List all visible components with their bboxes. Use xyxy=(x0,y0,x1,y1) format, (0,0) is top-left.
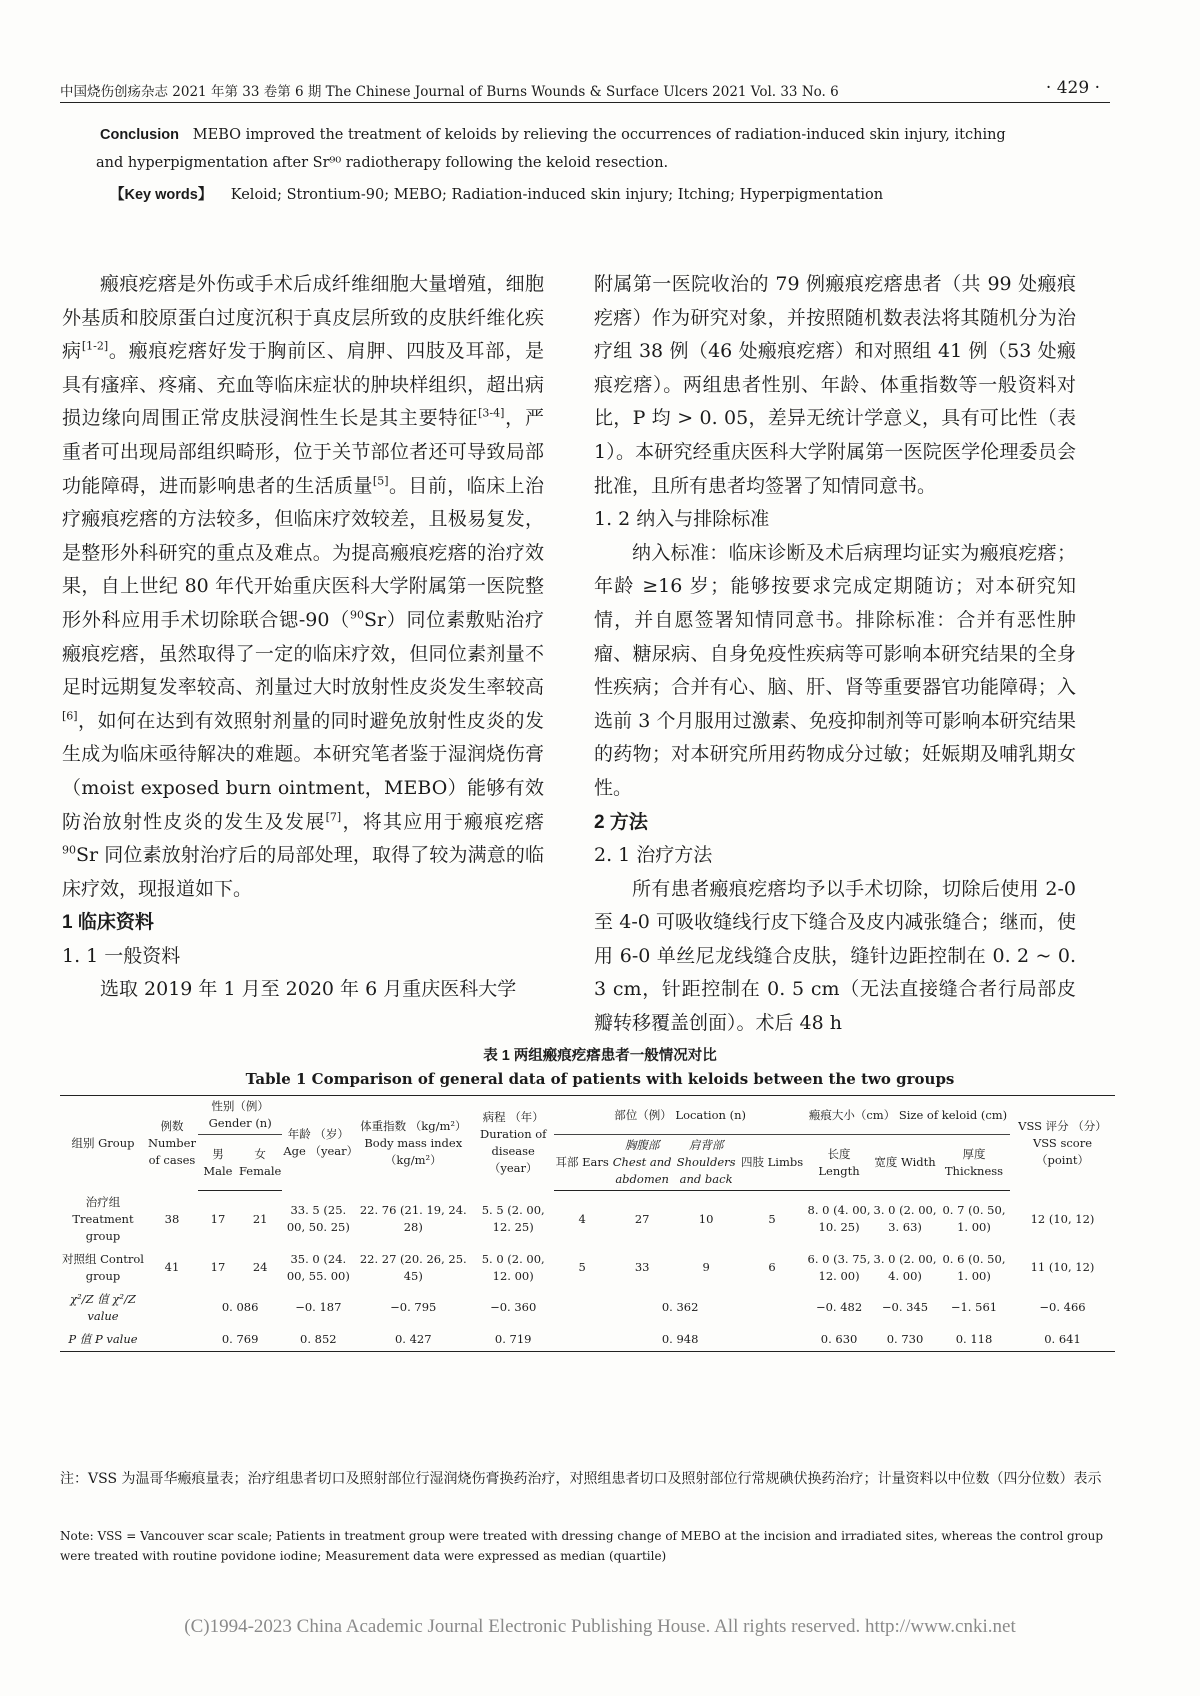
th-width: 宽度 Width xyxy=(872,1135,938,1191)
keywords xyxy=(110,182,1120,208)
subsection-heading-1-1: 1. 1 一般资料 xyxy=(62,944,181,967)
general-data-paragraph: 选取 2019 年 1 月至 2020 年 6 月重庆医科大学 xyxy=(100,978,517,1001)
p-value-row: P 值 P value 0. 769 0. 852 0. 427 0. 719 0. 948 0. 630 0. 730 0. 118 0. 641 xyxy=(60,1328,1115,1352)
subsection-heading-1-2: 1. 2 纳入与排除标准 xyxy=(594,508,770,531)
th-vss: VSS 评分 （分） VSS score （point） xyxy=(1010,1096,1115,1191)
abstract-conclusion xyxy=(100,122,1110,148)
th-duration: 病程 （年） Duration of disease （year） xyxy=(472,1096,554,1191)
table-note-cn: 注：VSS 为温哥华瘢痕量表；治疗组患者切口及照射部位行湿润烧伤膏换药治疗，对照组患者切口及照射部位行常规碘伏换药治疗；计量资料以中位数（四分位数）表示 xyxy=(60,1471,1102,1487)
table-row: 治疗组 Treatment group 38 17 21 33. 5 (25. 00, 50. 25) 22. 76 (21. 19, 24. 28) 5. 5 (2. 00, 12. 25) 4 27 10 5 8. 0 (4. 00, 10. 25) 3. 0 (2. 00, 3. 63) 0. 7 (0. 50, 1. 00) 12 (10, 12) xyxy=(72,1194,1095,1243)
th-male: 男 Male xyxy=(198,1135,238,1191)
treatment-paragraph: 所有患者瘢痕疙瘩均予以手术切除，切除后使用 2-0 至 4-0 可吸收缝线行皮下缝合及皮内减张缝合；继而，使用 6-0 单丝尼龙线缝合皮肤，缝针边距控制在 0. 2 ~ 0. 3 cm，针距控制在 0. 5 cm（无法直接缝合者行局部皮瓣转移覆盖创面）。术后 48 h xyxy=(594,877,1076,1035)
th-shoulders: 肩背部 Shoulders and back xyxy=(674,1135,738,1191)
th-cases: 例数 Number of cases xyxy=(146,1096,198,1191)
conclusion-text-2: and hyperpigmentation after Sr⁹⁰ radiotherapy following the keloid resection. xyxy=(96,155,669,171)
th-group: 组别 Group xyxy=(60,1096,146,1191)
abstract-conclusion-2 xyxy=(96,150,1106,176)
page-number: · 429 · xyxy=(1045,78,1100,98)
right-column xyxy=(594,268,1076,1041)
copyright-footer: (C)1994-2023 China Academic Journal Electronic Publishing House. All rights reserved. http://www.cnki.net xyxy=(184,1616,1016,1637)
general-data-table xyxy=(60,1095,1115,1352)
running-header xyxy=(60,78,1110,102)
th-gender: 性别（例） Gender (n) xyxy=(198,1096,282,1135)
table-note-en: Note: VSS = Vancouver scar scale; Patients in treatment group were treated with dressing change of MEBO at the incision and irradiated sites, whereas the control group were treated with routine povidone iodine; Measurement data were expressed as median (quartile) xyxy=(60,1529,1104,1563)
keywords-label: 【Key words】 xyxy=(110,187,213,203)
table-row: 对照组 Control group 41 17 24 35. 0 (24. 00, 55. 00) 22. 27 (20. 26, 25. 45) 5. 0 (2. 00, 12. 00) 5 33 9 6 6. 0 (3. 75, 12. 00) 3. 0 (2. 00, 4. 00) 0. 6 (0. 50, 1. 00) 11 (10, 12) xyxy=(61,1251,1095,1283)
citation-7[interactable]: [7] xyxy=(325,810,342,824)
th-limbs: 四肢 Limbs xyxy=(738,1135,806,1191)
intro-paragraph: 瘢痕疙瘩是外伤或手术后成纤维细胞大量增殖，细胞外基质和胶原蛋白过度沉积于真皮层所致的皮肤纤维化疾病[1-2]。瘢痕疙瘩好发于胸前区、肩胛、四肢及耳部，是具有瘙痒、疼痛、充血等临床症状的肿块样组织，超出病损边缘向周围正常皮肤浸润性生长是其主要特征[3-4]，严重者可出现局部组织畸形，位于关节部位者还可导致局部功能障碍，进而影响患者的生活质量[5]。目前，临床上治疗瘢痕疙瘩的方法较多，但临床疗效较差，且极易复发，是整形外科研究的重点及难点。为提高瘢痕疙瘩的治疗效果，自上世纪 80 年代开始重庆医科大学附属第一医院整形外科应用手术切除联合锶-90（$^{90}$Sr）同位素敷贴治疗瘢痕疙瘩，虽然取得了一定的临床疗效，但同位素剂量不足时远期复发率较高、剂量过大时放射性皮炎发生率较高[6]，如何在达到有效照射剂量的同时避免放射性皮炎的发生成为临床亟待解决的难题。本研究笔者鉴于湿润烧伤膏（moist exposed burn ointment，MEBO）能够有效防治放射性皮炎的发生及发展[7]，将其应用于瘢痕疙瘩$^{90}$Sr 同位素放射治疗后的局部处理，取得了较为满意的临床疗效，现报道如下。 xyxy=(62,273,544,900)
th-size: 瘢痕大小（cm） Size of keloid (cm) xyxy=(806,1096,1010,1135)
section-heading-2: 2 方法 xyxy=(594,811,648,833)
conclusion-text-1: MEBO improved the treatment of keloids by relieving the occurrences of radiation-induced skin injury, itching xyxy=(192,127,1006,143)
journal-header: 中国烧伤创疡杂志 2021 年第 33 卷第 6 期 The Chinese Journal of Burns Wounds & Surface Ulcers 2021 Vol. 33 No. 6 xyxy=(60,84,839,100)
subsection-heading-2-1: 2. 1 治疗方法 xyxy=(594,844,713,867)
citation-5[interactable]: [5] xyxy=(372,474,389,488)
conclusion-label: Conclusion xyxy=(100,127,179,143)
th-thickness: 厚度 Thickness xyxy=(938,1135,1010,1191)
th-bmi: 体重指数 （kg/m²） Body mass index （kg/m²） xyxy=(354,1096,472,1191)
header-rule xyxy=(60,102,1110,103)
general-data-continued: 附属第一医院收治的 79 例瘢痕疙瘩患者（共 99 处瘢痕疙瘩）作为研究对象，并按照随机数表法将其随机分为治疗组 38 例（46 处瘢痕疙瘩）和对照组 41 例（53 处瘢痕疙瘩）。两组患者性别、年龄、体重指数等一般资料对比，P 均 > 0. 05，差异无统计学意义，具有可比性（表 1）。本研究经重庆医科大学附属第一医院医学伦理委员会批准，且所有患者均签署了知情同意书。 xyxy=(594,273,1076,497)
keywords-text: Keloid; Strontium-90; MEBO; Radiation-induced skin injury; Itching; Hyperpigmentation xyxy=(230,187,884,203)
citation-6[interactable]: [6] xyxy=(62,709,78,723)
th-ears: 耳部 Ears xyxy=(554,1135,610,1191)
th-location: 部位（例） Location (n) xyxy=(554,1096,806,1135)
th-chest: 胸腹部 Chest and abdomen xyxy=(610,1135,674,1191)
stat-row: χ²/Z 值 χ²/Z value 0. 086 −0. 187 −0. 795 −0. 360 0. 362 −0. 482 −0. 345 −1. 561 −0. 466 xyxy=(70,1291,1086,1323)
table-caption-en: Table 1 Comparison of general data of patients with keloids between the two groups xyxy=(245,1070,955,1088)
section-heading-1: 1 临床资料 xyxy=(62,912,154,934)
left-column xyxy=(62,268,544,1007)
criteria-paragraph: 纳入标准：临床诊断及术后病理均证实为瘢痕疙瘩；年龄 ≥16 岁；能够按要求完成定期随访；对本研究知情，并自愿签署知情同意书。排除标准：合并有恶性肿瘤、糖尿病、自身免疫性疾病等可影响本研究结果的全身性疾病；合并有心、脑、肝、肾等重要器官功能障碍；入选前 3 个月服用过激素、免疫抑制剂等可影响本研究结果的药物；对本研究所用药物成分过敏；妊娠期及哺乳期女性。 xyxy=(594,541,1076,799)
th-length: 长度 Length xyxy=(806,1135,872,1191)
th-female: 女 Female xyxy=(238,1135,282,1191)
th-age: 年龄 （岁） Age （year） xyxy=(282,1096,354,1191)
citation-3-4[interactable]: [3-4] xyxy=(478,407,505,421)
table-caption-cn: 表 1 两组瘢痕疙瘩患者一般情况对比 xyxy=(483,1048,717,1064)
citation-1-2[interactable]: [1-2] xyxy=(81,339,109,353)
